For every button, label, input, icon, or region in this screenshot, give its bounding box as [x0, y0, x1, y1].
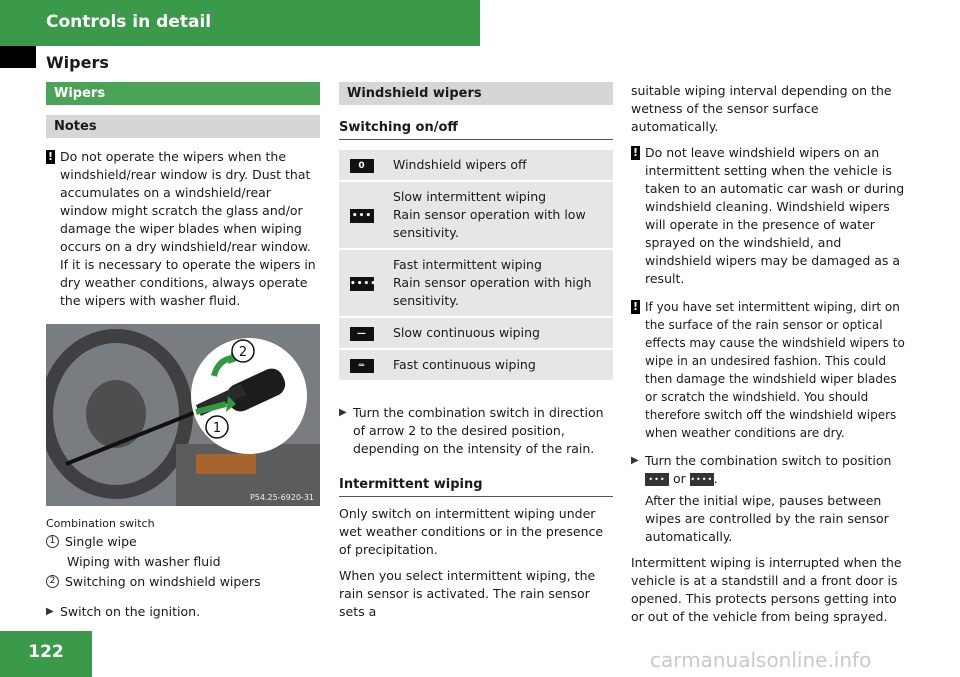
position-step-end: . — [713, 471, 718, 486]
ignition-step-text: Switch on the ignition. — [60, 604, 201, 619]
position-step — [631, 452, 909, 488]
wiper-positions-table — [339, 148, 613, 382]
row-text: Rain sensor operation with low sensitivity. — [393, 207, 586, 240]
fast-intermittent-icon: •••• — [350, 278, 378, 289]
legend-text: Single wipe — [65, 534, 137, 549]
watermark: carmanualsonline.info — [650, 648, 872, 672]
table-row — [339, 150, 613, 180]
chapter-header-band — [0, 0, 480, 46]
slow-intermittent-icon: ••• — [645, 473, 669, 486]
intermittent-wiping-heading: Intermittent wiping — [339, 476, 613, 497]
car-wash-note — [631, 144, 909, 288]
photo-caption: Combination switch — [46, 517, 155, 530]
section-tab-marker — [0, 46, 36, 68]
row-text: Windshield wipers off — [393, 157, 527, 172]
table-row — [339, 350, 613, 380]
row-text: Slow continuous wiping — [393, 325, 540, 340]
photo-code: P54.25-6920-31 — [249, 493, 314, 502]
row-text: Slow intermittent wiping — [393, 189, 547, 204]
direction-step — [339, 404, 613, 458]
rain-sensor-dirt-note — [631, 298, 909, 442]
legend-item-1-sub: Wiping with washer fluid — [67, 554, 221, 569]
step-arrow-icon: ▶ — [339, 407, 347, 418]
slow-continuous-icon: — — [350, 327, 374, 341]
wipers-bar: Wipers — [46, 82, 320, 105]
row-text: Fast intermittent wiping — [393, 257, 542, 272]
callout-1-label: 1 — [212, 421, 222, 436]
column-left — [46, 82, 320, 621]
legend-number: 2 — [46, 575, 59, 588]
step-arrow-icon: ▶ — [46, 606, 54, 617]
combination-switch-photo — [46, 324, 320, 506]
chapter-title: Controls in detail — [46, 12, 212, 32]
windshield-wipers-bar: Windshield wipers — [339, 82, 613, 105]
switching-on-off-heading: Switching on/off — [339, 119, 613, 140]
caution-icon: ! — [632, 146, 639, 159]
intermittent-para-2: When you select intermittent wiping, the rain sensor is activated. The rain sensor sets a — [339, 568, 596, 619]
position-0-icon: 0 — [350, 159, 374, 173]
section-title: Wipers — [46, 53, 109, 72]
intermittent-para-1: Only switch on intermittent wiping under wet weather conditions or in the presence of precipitation. — [339, 506, 604, 557]
position-step-or: or — [672, 471, 686, 486]
legend-item-1 — [46, 533, 320, 551]
slow-intermittent-icon: ••• — [351, 210, 373, 221]
rain-sensor-continued: suitable wiping interval depending on the wetness of the sensor surface automatically. — [631, 83, 892, 134]
ignition-step — [46, 603, 320, 621]
step-arrow-icon: ▶ — [631, 455, 639, 466]
column-middle — [339, 82, 613, 621]
rain-sensor-dirt-note-text: If you have set intermittent wiping, dirt on the surface of the rain sensor or optical effects may cause the windshield wipers to wipe in an undesired fashion. This could then damage the windshield wiper blades or scratch the windshield. You should therefore switch off the windshield wipers when weather conditions are dry. — [645, 300, 905, 440]
callout-2-label: 2 — [238, 345, 248, 360]
position-step-text: Turn the combination switch to position — [645, 453, 892, 468]
dry-wiping-note-text: Do not operate the wipers when the windshield/rear window is dry. Dust that accumulates on a windshield/rear window might scratch the glass and/or damage the wiper blades when wiping occurs on a dry windshield/rear window. If it is necessary to operate the wipers in dry weather conditions, always operate the wipers with washer fluid. — [60, 149, 316, 308]
page-number: 122 — [28, 642, 64, 662]
table-row — [339, 318, 613, 348]
legend-text: Switching on windshield wipers — [65, 574, 261, 589]
car-wash-note-text: Do not leave windshield wipers on an intermittent setting when the vehicle is taken to an automatic car wash or during windshield cleaning. Windshield wipers will operate in the presence of water sprayed on the windshield, and windshield wipers may be damaged as a result. — [645, 145, 905, 286]
fast-continuous-icon: ═ — [350, 359, 374, 373]
position-step-detail: After the initial wipe, pauses between wipes are controlled by the rain sensor automatically. — [645, 493, 889, 544]
table-row — [339, 250, 613, 316]
table-row — [339, 182, 613, 248]
legend-item-2 — [46, 573, 320, 591]
notes-bar: Notes — [46, 115, 320, 138]
legend-number: 1 — [46, 535, 59, 548]
column-right — [631, 82, 909, 626]
interruption-para: Intermittent wiping is interrupted when the vehicle is at a standstill and a front door is opened. This protects persons getting into or out of the vehicle from being sprayed. — [631, 555, 902, 624]
page-number-box — [0, 631, 92, 677]
row-text: Fast continuous wiping — [393, 357, 536, 372]
caution-icon: ! — [632, 300, 639, 313]
combination-switch-illustration — [46, 324, 320, 506]
caution-icon: ! — [47, 150, 54, 163]
direction-step-text: Turn the combination switch in direction of arrow 2 to the desired position, depending on the intensity of the rain. — [353, 405, 604, 456]
dry-wiping-note — [46, 148, 320, 310]
fast-intermittent-icon: •••• — [690, 475, 714, 484]
row-text: Rain sensor operation with high sensitivity. — [393, 275, 592, 308]
